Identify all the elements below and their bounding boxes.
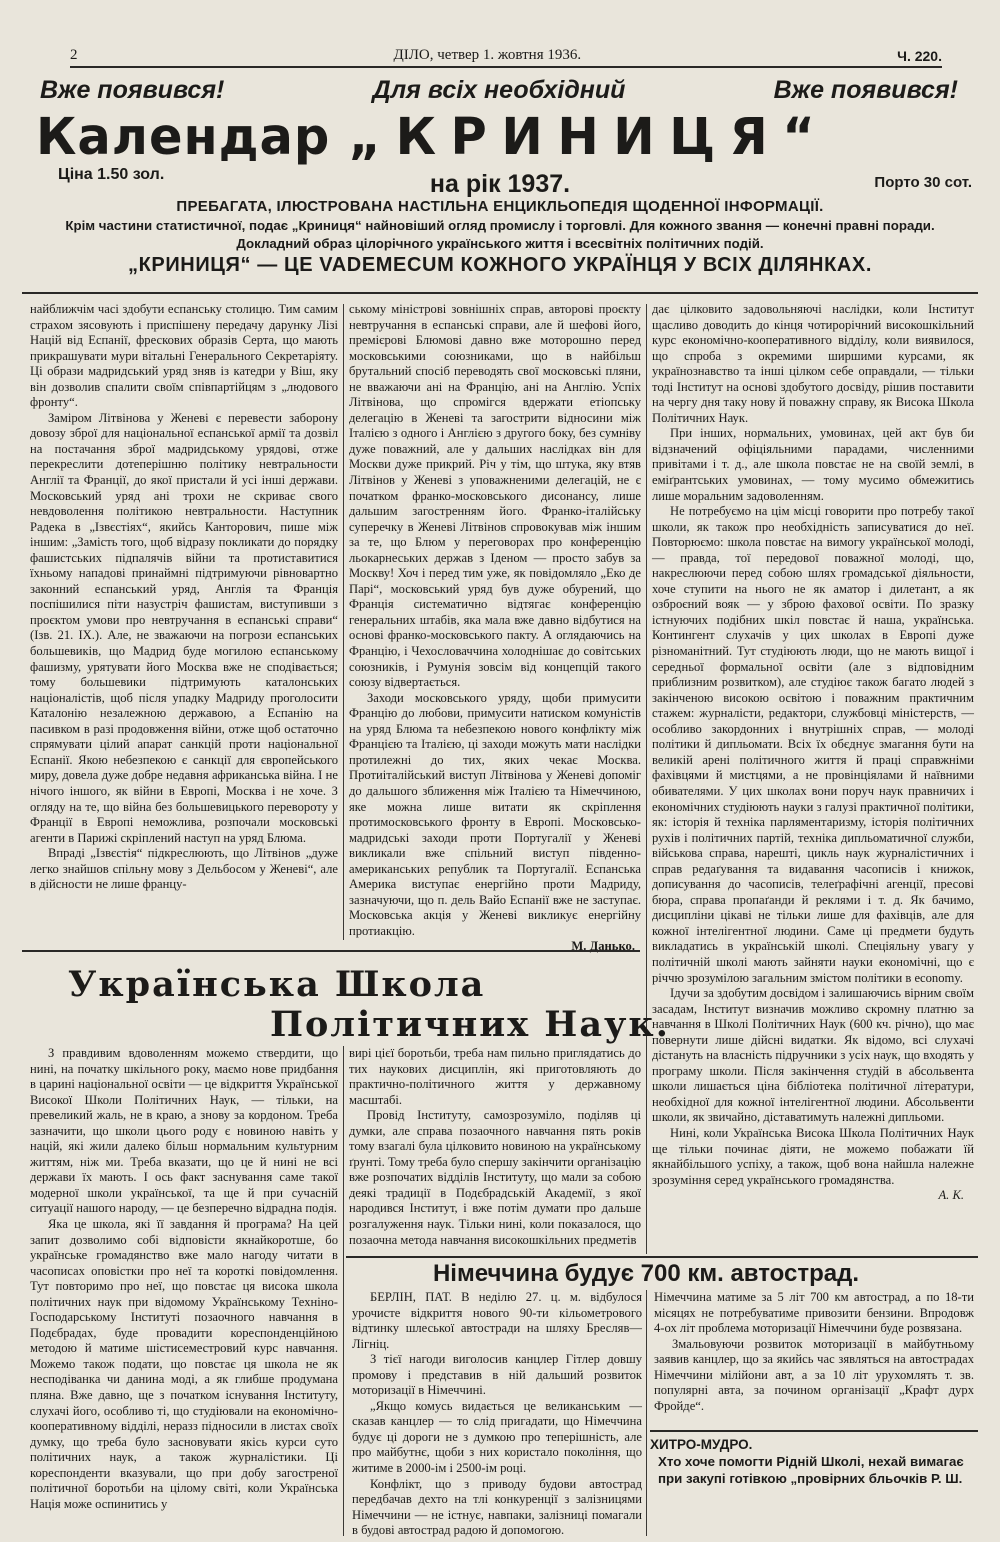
paragraph: Ідучи за здобутим досвідом і залишаючись вірним своїм засадам, Інститут визначив можливо скромну платню за навчання в Школі Політичних Наук (600 кч. річно), що має повернути лише дійсні видатки. Як відомо, всі слухачі дістануть на власність підручники з усіх наук, що входять у програму школи. Після закінчення студій в абсольвента школи лишається ціна бібліотека політичної літератури, необхідної для кожної інтелігентної людини. Абсольвенти школи, як звичайно, діставатимуть належні дипльоми. <box>652 986 974 1125</box>
ad-line-2: Докладний образ цілорічного українського життя і всесвітніх політичних подій. <box>236 236 764 251</box>
divider-rule <box>346 1256 978 1258</box>
school-article-column-2 <box>349 1046 641 1252</box>
paragraph: Не потребуємо на цім місці говорити про потребу такої школи, як також про необхідність записуватися до неї. Повторюємо: школа повстає на вимогу української молоді, — правда, тої передової поважної молоді, що, накреслюючи перед собою шлях громадської діяльности, хоче ступити на нього не як аматор і дилетант, а як озброєний вояк — у зброю фахової освіти. По зразку істнуючих подібних шкіл повстає й наша, українська. Контингент слухачів у цих школах в Европі дуже різноманітний. Тут студіюють люди, що не мають вищої і середньої формальної освіти (але з відповідним приблизним розвитком), але студіює також багато людей з закінченою високою освітою і поважним практичним стажем: журналісти, редактори, службовці міністерств, — особливо закордонних і внутрішніх справ, — молоді політики й дипльомати. Всіх їх обєднує змагання бути на великій арені політичного життя й праці справжніми фахівцями й мистцями, а не провінціялами й наївними обивателями. У цих школах вони поруч наук правничих і економічних студіюють науки з галузі практичної політики, як: історія й техніка парляментаризму, історія політичних рухів і політичних партій, техніка дипльоматичної служби, військова справа, нарешті, цикль наук журналістичних і справ редаґування та видавання часописів і книжок, дописування до часописів, телеґрафічні агенції, пресові бюра, справа пропаґанди й реклями і т. д. Як бачимо, дисципліни цікаві не тільки лише для фахівців, але для кожної інтелігентної людини. Самe ці предмети будуть викладатись в українській школі. Спеціяльну увагу у політичній школі мають зайняти науки економічні, що є річчю зрозумілою загальним змістом політики в economy. <box>652 504 974 985</box>
ad-postage: Порто 30 сот. <box>874 174 972 191</box>
column-divider <box>646 304 647 1254</box>
ad-headline-row <box>40 76 958 105</box>
paragraph: Провід Інституту, самозрозуміло, поділяв ці думки, але справа позаочного навчання пять років тому взагалі була цілковито новиною на українському ґрунті. Тому треба було спершу закінчити організацію вже розпочатих відділів Інституту, що мали за собою деякі традиції в Подєбрадській Академії, з якої народився Інститут, і вже потім думати про дальше розгалуження наук. Тільки нині, коли показалося, що позаочна метода навчання високошкільних предметів <box>349 1108 641 1247</box>
paragraph: БЕРЛІН, ПАТ. В неділю 27. ц. м. відбулося урочисте відкриття нового 90-ти кільометрового відтинку шлеської автостради на шляху Бресляв—Лігніц. <box>352 1290 642 1351</box>
kalendar-advertisement <box>22 70 978 288</box>
ad-description: ПРЕБАГАТА, ІЛЮСТРОВАНА НАСТІЛЬНА ЕНЦИКЛЬОПЕДІЯ ЩОДЕННОЇ ІНФОРМАЦІЇ. <box>176 198 824 215</box>
column-divider <box>646 1290 647 1536</box>
paragraph: Впраді „Ізвєстія“ підкреслюють, що Літвінов „дуже легко знайшов спільну мову з Дельбосом у Женеві“, але в дійсности не лише францу- <box>30 846 338 892</box>
ad-appeared-left: Вже появився! <box>40 76 225 104</box>
paragraph: Конфлікт, що з приводу будови автострад передбачав дехто на тлі конкуренції з залізницями Німеччини — не істнує, навпаки, залізниці помагали в будові автострад радою й допомогою. <box>352 1476 642 1538</box>
ad-year: на рік 1937. <box>429 170 571 198</box>
paragraph: Заходи московського уряду, щоби примусити Францію до любови, примусити натиском комуністів на уряд Блюма та небезпекою нового конфлікту між Францією та Італією, ці заходи можуть мати наслідки протилежні до тих, яких чекає Москва. Протиіталійський виступ Літвінова у Женеві допоміг до дальшого зближення між Італією та Німеччиною, яке можна лише витати як скріплення протимосковського фронту в Европі. Московсько-мадридські заходи проти Португалії у Женеві викликали вже спільний виступ південно-американських републик та Португалії. Еспанська Америка виступає енергійно проти Мадриду, зазначуючи, що п. дель Вайо Еспанії вже не заступає. Московська акція у Женеві викликує енергійну протиакцію. <box>349 690 641 938</box>
ad-line-1: Крім частини статистичної, подає „Криниця“ найновіший огляд промислу і торговлі. Для кожного звання — конечні правні поради. <box>65 218 935 233</box>
school-title-line-2: Політичних Наук. <box>270 1004 670 1045</box>
ad-title <box>36 108 950 167</box>
school-article-column-1 <box>30 1046 338 1534</box>
ad-title-word: Календар <box>36 108 331 167</box>
germany-article-headline: Німеччина будує 700 км. автострад. <box>432 1260 860 1287</box>
hitro-mudro-notice <box>650 1436 978 1487</box>
ad-price: Ціна 1.50 зол. <box>58 166 165 183</box>
paragraph: вирі цієї боротьби, треба нам пильно приглядатись до тих наукових дисциплін, які приготовляють до практично-політичного життя у державному масштабі. <box>349 1046 641 1107</box>
paragraph: Німеччина матиме за 5 літ 700 км автострад, а по 18-ти місяцях не потребуватиме привозити бензини. Впродовж 4-ох літ проблема моторизації Німеччини буде розвязана. <box>654 1290 974 1336</box>
paragraph: Змальовуючи розвиток моторизації в майбутньому заявив канцлер, що за якийсь час зявляться на автострадах Німеччини мілійони авт, а за 10 літ урухомлять т. зв. популярні авта, за почином організації „Крафт дурх Фройде“. <box>654 1336 974 1413</box>
paragraph: З правдивим вдоволенням можемо ствердити, що нині, на початку шкільного року, маємо нове придбання в царині національної освіти — це відкриття Української Високої Школи Політичних Наук, — тільки, на превеликий жаль, не в краю, а знову за кордоном. Треба зазначити, що школи цього роду є новиною навіть у націй, які жили далеко більш нормальним культурним життям, ніж ми. Треба вказати, що це й нині не всі держави їх мають. І ось факт заснування саме такої модерної школи української, та ще й при сучасній ситуації нашого народу, — це безперечно відрадна подія. <box>30 1046 338 1216</box>
divider-rule <box>650 1430 978 1432</box>
author-signature: А. К. <box>938 1188 964 1203</box>
masthead-date: ДІЛО, четвер 1. жовтня 1936. <box>393 47 582 63</box>
divider-rule <box>22 292 978 294</box>
paragraph: найближчім часі здобути еспанську столицю. Тим самим страхом зясовують і приспішену передачу дарунку Лізі Націй від Еспанії, фрескових образів Серта, що мають прикрашувати мури вітальні Генерального Секретаріяту. Ці образи мадридський уряд зняв із катедри у Віш, яку він дозволив спалити своїм співпартійцям з „людового фронту“. <box>30 302 338 410</box>
school-article-column-3 <box>652 302 974 1254</box>
paragraph: При інших, нормальних, умовинах, цей акт був би відзначений офіціяльними парадами, численними привітами і т. д., але школа повстає не на своїй землі, в еміґрантських умовинах, — тому мусимо обмежитись лише моральним задоволенням. <box>652 426 974 503</box>
author-signature: М. Данько. <box>571 939 635 954</box>
hitro-title: ХИТРО-МУДРО. <box>650 1437 753 1452</box>
paragraph: Заміром Літвінова у Женеві є перевести заборону довозу зброї для національної еспанської армії та дозвіл на постачання зброї мадридському урядові, отже перекреслити дотеперішню політику невтральности Англії та Франції, до якої пристали й усі інші держави. Московський уряд ані трохи не скриває свого невдоволення політикою невтральности. Наступник Радека в „Ізвєстіях“, якийсь Канторович, пише між іншим: „Замість того, щоб відразу покликати до порядку фашистських підпалячів війни та протиставитися їхньому нападові принаймні підтримуючи рівновартно законний еспанський уряд, Англія та Франція поспішилися піти назустріч фашистам, виступивши з проєктом умови про невтручання в еспанські справи“ (Ізв. 21. IX.). Але, не зважаючи на погрози еспанських большевиків, що Мадрид буде могилою еспанському фашизму, урятувати його Москва вже не сподівається; тому большевики підтримують каталонських націоналістів, щоб після упадку Мадриду проголосити Каталонію незалежною державою, а Еспанію на пасивком в разі продовження війни, отже щоб остаточно спрямувати цілий апарат санкцій проти національної Еспанії. Якою небезпекою є санкції для європейського миру, довела дуже добре недавня африканська війна. І не нічого іншого, як війни в Европі, Москва і не хоче. З огляду на те, що війна без большевицького перевороту у Франції в Европі неможлива, розпочали московські агенти в Парижі скріплений наступ на уряд Блюма. <box>30 410 338 845</box>
paragraph: З тієї нагоди виголосив канцлер Гітлер довшу промову і представив в ній дальший розвиток моторизації в Німеччині. <box>352 1352 642 1398</box>
ad-for-all: Для всіх необхідний <box>372 76 626 104</box>
page-number: 2 <box>70 47 78 63</box>
ad-slogan: „КРИНИЦЯ“ — ЦЕ VADEMECUM КОЖНОГО УКРАЇНЦЯ У ВСІХ ДІЛЯНКАХ. <box>127 254 873 276</box>
germany-article-column-1 <box>352 1290 642 1536</box>
spain-article-column-1 <box>30 302 338 944</box>
paragraph: дає цілковито задовольняючі наслідки, коли Інститут щасливо доводить до кінця чотирорічний високошкільний курс економічно-кооперативного відділу, коли виявилося, що спроба з окремими ширшими курсами, як українознавство та інші цілком себе оправдали, — тільки тоді Інститут на основі здобутого досвіду, рішив поставити на чергу дня таку нову й поважну справу, як Висока Школа Політичних Наук. <box>652 302 974 425</box>
paragraph: Яка це школа, які її завдання й програма? На цей запит дозволимо собі відповісти якнайкоротше, бо українське громадянство вже мало нагоду читати в часописах оповістки про неї та короткі повідомлення. Тут повторимо про неї, що повстає ця висока школа політичних наук при відомому Українському Техніно-Господарському Інституті позаочного навчання в Подєбрадах, буде провадити кореспонденційною методою й матиме шістисеместровий курс навчання. Можемо також подати, що повстає ця школа не як несподіванка чи данина моді, а як глибше продумана пляна. Вже давно, ще з початком існування Інституту, слухачі його, особливо ті, що студіювали на економічно-кооперативному відділі, неразз підносили в листах своїх думку, що треба було засновувати якісь курси суто політичних наук, а також журналістики. Ці кореспонденти вказували, що при добу загостреної політичної боротьби на цілому світі, коли Українська Нація може оспинитись у <box>30 1217 338 1511</box>
ad-appeared-right: Вже появився! <box>773 76 958 104</box>
school-title-line-1: Українська Школа <box>68 964 486 1005</box>
germany-article-column-2 <box>654 1290 974 1426</box>
paragraph: ському міністрові зовнішніх справ, авторові проєкту невтручання в еспанські справи, але й шефові його, премієрові Блюмові давно вже моторошно перед московськими союзниками, що в найбільш брутальний спосіб переводять свої московські пляни, не вважаючи ані на Францію, ані на Англію. Успіх Літвінова, що спромігся вдержати етіопську делегацію в Женеві та загострити відносини між Італією з одного і Англією з другого боку, без сумніву дуже поважний, але у дальших наслідках він для Москви дуже прикрий. Річ у тім, що штука, яку втяв Літвінов у Женеві з уповажненими делегацій, не є початком франко-московського дисонансу, лише дальшим загостренням його. Франко-італійську суперечку в Женеві Літвінов спровокував між іншим за те, що Блюм у переговорах про конференцію льокарнеських держав з Іденом — просто забув за Москву! Хоч і перед тим уже, як повідомляло „Еко де Парі“, московський уряд був дуже обурений, що Франція систематично відтягає конференцію генеральних штабів, яка мала вже давно відбутися на основі франко-московського пакту. А оглядаючись на Францію, і Чехословаччина холоднішає до совітських союзників, і Румунія зовсім від концепцій такого союзу відвертається. <box>349 302 641 690</box>
school-article-headline <box>40 962 670 1052</box>
column-divider <box>343 1046 344 1536</box>
spain-article-column-2 <box>349 302 641 954</box>
divider-rule <box>22 950 640 952</box>
ad-title-name: „КРИНИЦЯ“ <box>348 108 830 167</box>
page-header <box>70 42 942 68</box>
paragraph: Нині, коли Українська Висока Школа Політичних Наук ще тільки починає діяти, не можемо побажати їй якнайбільшого успіху, а також, щоб вона найшла належне зрозуміння серед українського громадянства. <box>652 1125 974 1187</box>
issue-number: Ч. 220. <box>897 48 942 64</box>
paragraph: „Якщо комусь видається це великанським — сказав канцлер — то слід пригадати, що Німеччина будує ці дороги не з думкою про теперішність, але про майбутнє, щоби з них користало покоління, що житиме в 2000-ім і 2500-ім році. <box>352 1398 642 1476</box>
column-divider <box>343 304 344 940</box>
hitro-text: Хто хоче помогти Рідній Школі, нехай вимагає при закупі готівкою „провірних бльочків Р. Ш. <box>658 1454 964 1486</box>
